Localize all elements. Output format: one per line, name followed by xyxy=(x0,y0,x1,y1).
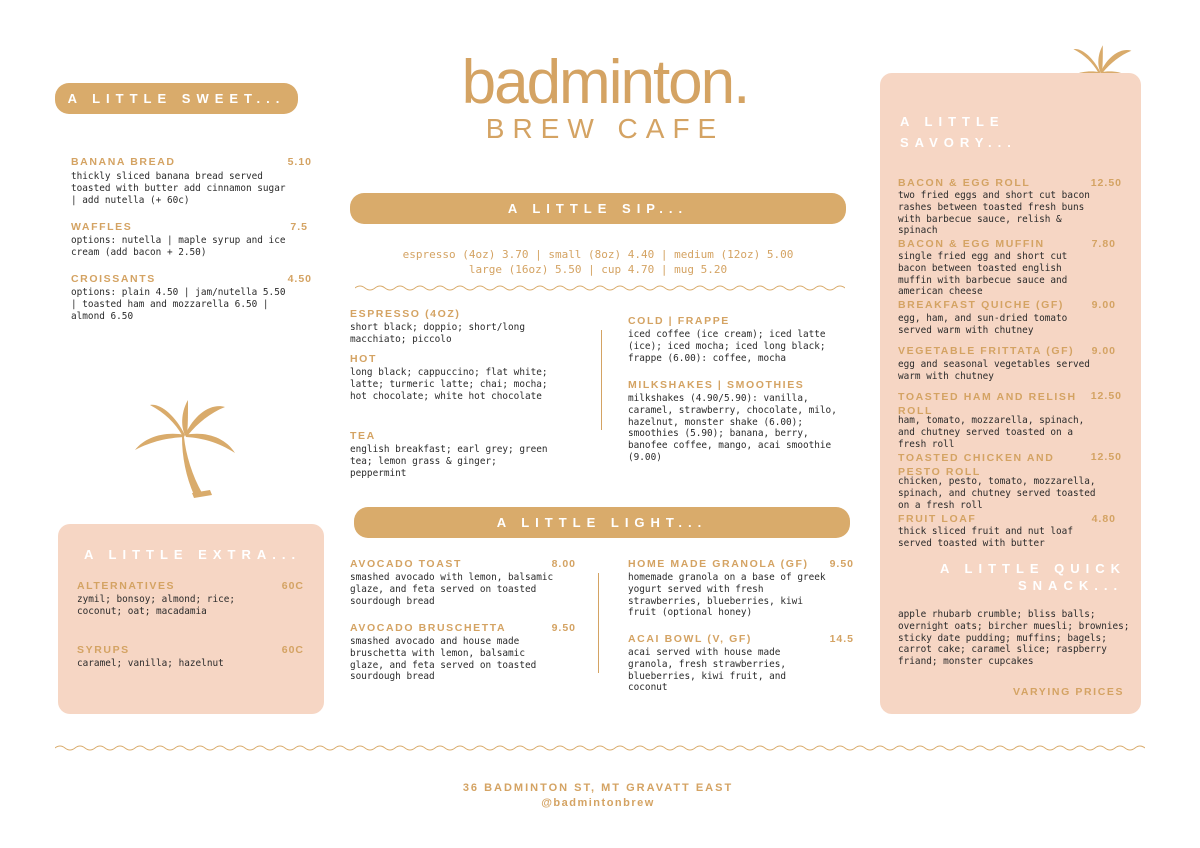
sizes-line: espresso (4oz) 3.70 | small (8oz) 4.40 | medium (12oz) 5.00 xyxy=(402,248,794,261)
item-title: SYRUPS xyxy=(77,644,130,656)
item-title: HOME MADE GRANOLA (GF) xyxy=(628,558,809,570)
section-heading-savory: SAVORY... xyxy=(900,135,1017,150)
item-price: 12.50 xyxy=(1090,177,1122,189)
item-title: TOASTED HAM AND RELISH ROLL xyxy=(898,391,1077,417)
snack-price: VARYING PRICES xyxy=(1013,686,1125,698)
item-price: 7.5 xyxy=(290,221,308,233)
item-price: 8.00 xyxy=(551,558,576,570)
wave-divider xyxy=(55,744,1145,752)
item-desc: caramel; vanilla; hazelnut xyxy=(77,658,224,669)
footer-address: 36 BADMINTON ST, MT GRAVATT EAST xyxy=(462,782,734,794)
item-price: 9.50 xyxy=(829,558,854,570)
brand-logo xyxy=(440,48,770,144)
section-heading-snack: A LITTLE QUICK xyxy=(940,561,1127,576)
item-title: MILKSHAKES | SMOOTHIES xyxy=(628,379,805,391)
brand-name: badminton. xyxy=(461,48,749,117)
item-desc: thick sliced fruit and nut loaf served toasted with butter xyxy=(898,526,1073,549)
item-price: 60C xyxy=(281,644,304,656)
item-desc: iced coffee (ice cream); iced latte (ice); iced mocha; iced long black; frappe (6.00): coffee, mocha xyxy=(628,329,826,364)
snack-desc: apple rhubarb crumble; bliss balls; overnight oats; bircher muesli; brownies; sticky date pudding; muffins; bagels; carrot cake; caramel slice; raspberry friand; monster cupcakes xyxy=(898,609,1130,668)
item-desc: short black; doppio; short/long macchiato; piccolo xyxy=(350,322,525,345)
item-desc: long black; cappuccino; flat white; latte; turmeric latte; chai; mocha; hot chocolate; white hot chocolate xyxy=(350,367,548,402)
item-title: VEGETABLE FRITTATA (GF) xyxy=(898,345,1075,357)
footer-handle[interactable]: @badmintonbrew xyxy=(541,797,655,809)
section-heading-sip: A LITTLE SIP... xyxy=(350,193,846,224)
item-desc: two fried eggs and short cut bacon rashes between toasted fresh buns with barbecue sauce, relish & spinach xyxy=(898,190,1090,237)
item-desc: smashed avocado with lemon, balsamic glaze, and feta served on toasted sourdough bread xyxy=(350,572,554,607)
item-title: ACAI BOWL (V, GF) xyxy=(628,633,753,645)
item-desc: chicken, pesto, tomato, mozzarella, spinach, and chutney served toasted on a fresh roll xyxy=(898,476,1096,511)
item-desc: egg and seasonal vegetables served warm with chutney xyxy=(898,359,1090,382)
item-title: BANANA BREAD xyxy=(71,156,176,168)
item-price: 4.50 xyxy=(287,273,312,285)
item-desc: acai served with house made granola, fresh strawberries, blueberries, kiwi fruit, and coconut xyxy=(628,647,787,694)
section-heading-sweet: A LITTLE SWEET... xyxy=(55,83,298,114)
item-price: 60C xyxy=(281,580,304,592)
item-desc: egg, ham, and sun-dried tomato served warm with chutney xyxy=(898,313,1068,336)
item-desc: english breakfast; earl grey; green tea; lemon grass & ginger; peppermint xyxy=(350,444,548,479)
item-price: 14.5 xyxy=(829,633,854,645)
item-desc: zymil; bonsoy; almond; rice; coconut; oat; macadamia xyxy=(77,594,236,617)
item-price: 9.50 xyxy=(551,622,576,634)
section-heading-savory: A LITTLE xyxy=(900,114,1005,129)
column-divider xyxy=(601,330,602,430)
brand-subtitle: BREW CAFE xyxy=(485,113,725,144)
item-title: WAFFLES xyxy=(71,221,133,233)
item-desc: homemade granola on a base of greek yogurt served with fresh strawberries, blueberries, kiwi fruit (optional honey) xyxy=(628,572,826,619)
item-title: ESPRESSO (4OZ) xyxy=(350,308,461,320)
item-desc: options: nutella | maple syrup and ice cream (add bacon + 2.50) xyxy=(71,235,286,258)
item-price: 9.00 xyxy=(1091,299,1116,311)
item-title: CROISSANTS xyxy=(71,273,156,285)
item-desc: smashed avocado and house made bruschetta with lemon, balsamic glaze, and feta served on toasted sourdough bread xyxy=(350,636,537,683)
item-price: 4.80 xyxy=(1091,513,1116,525)
item-price: 7.80 xyxy=(1091,238,1116,250)
item-desc: milkshakes (4.90/5.90): vanilla, caramel, strawberry, chocolate, milo, hazelnut, monster shake (6.00); smoothies (5.90); banana, berry, banofee coffee, mango, acai smoothie (9.00) xyxy=(628,393,837,463)
wave-divider xyxy=(355,284,845,292)
item-desc: thickly sliced banana bread served toasted with butter add cinnamon sugar | add nutella (+ 60c) xyxy=(71,171,286,206)
item-desc: options: plain 4.50 | jam/nutella 5.50 | toasted ham and mozzarella 6.50 | almond 6.50 xyxy=(71,287,286,322)
item-title: TOASTED CHICKEN AND PESTO ROLL xyxy=(898,452,1055,478)
item-price: 5.10 xyxy=(287,156,312,168)
item-price: 12.50 xyxy=(1090,390,1122,402)
section-heading-extra: A LITTLE EXTRA... xyxy=(84,547,302,562)
item-title: BACON & EGG ROLL xyxy=(898,177,1031,189)
section-heading-light: A LITTLE LIGHT... xyxy=(354,507,850,538)
item-title: ALTERNATIVES xyxy=(77,580,176,592)
item-desc: single fried egg and short cut bacon between toasted english muffin with barbecue sauce and american cheese xyxy=(898,251,1068,298)
item-price: 12.50 xyxy=(1090,451,1122,463)
item-title: FRUIT LOAF xyxy=(898,513,977,525)
item-title: BACON & EGG MUFFIN xyxy=(898,238,1045,250)
item-title: AVOCADO BRUSCHETTA xyxy=(350,622,507,634)
item-desc: ham, tomato, mozzarella, spinach, and chutney served toasted on a fresh roll xyxy=(898,415,1085,450)
sizes-line: large (16oz) 5.50 | cup 4.70 | mug 5.20 xyxy=(468,263,728,276)
item-title: BREAKFAST QUICHE (GF) xyxy=(898,299,1065,311)
item-title: HOT xyxy=(350,353,377,365)
item-title: COLD | FRAPPE xyxy=(628,315,730,327)
palm-tree-icon xyxy=(130,395,240,500)
item-title: TEA xyxy=(350,430,376,442)
item-price: 9.00 xyxy=(1091,345,1116,357)
column-divider xyxy=(598,573,599,673)
item-title: AVOCADO TOAST xyxy=(350,558,462,570)
section-heading-snack: SNACK... xyxy=(1018,578,1124,593)
